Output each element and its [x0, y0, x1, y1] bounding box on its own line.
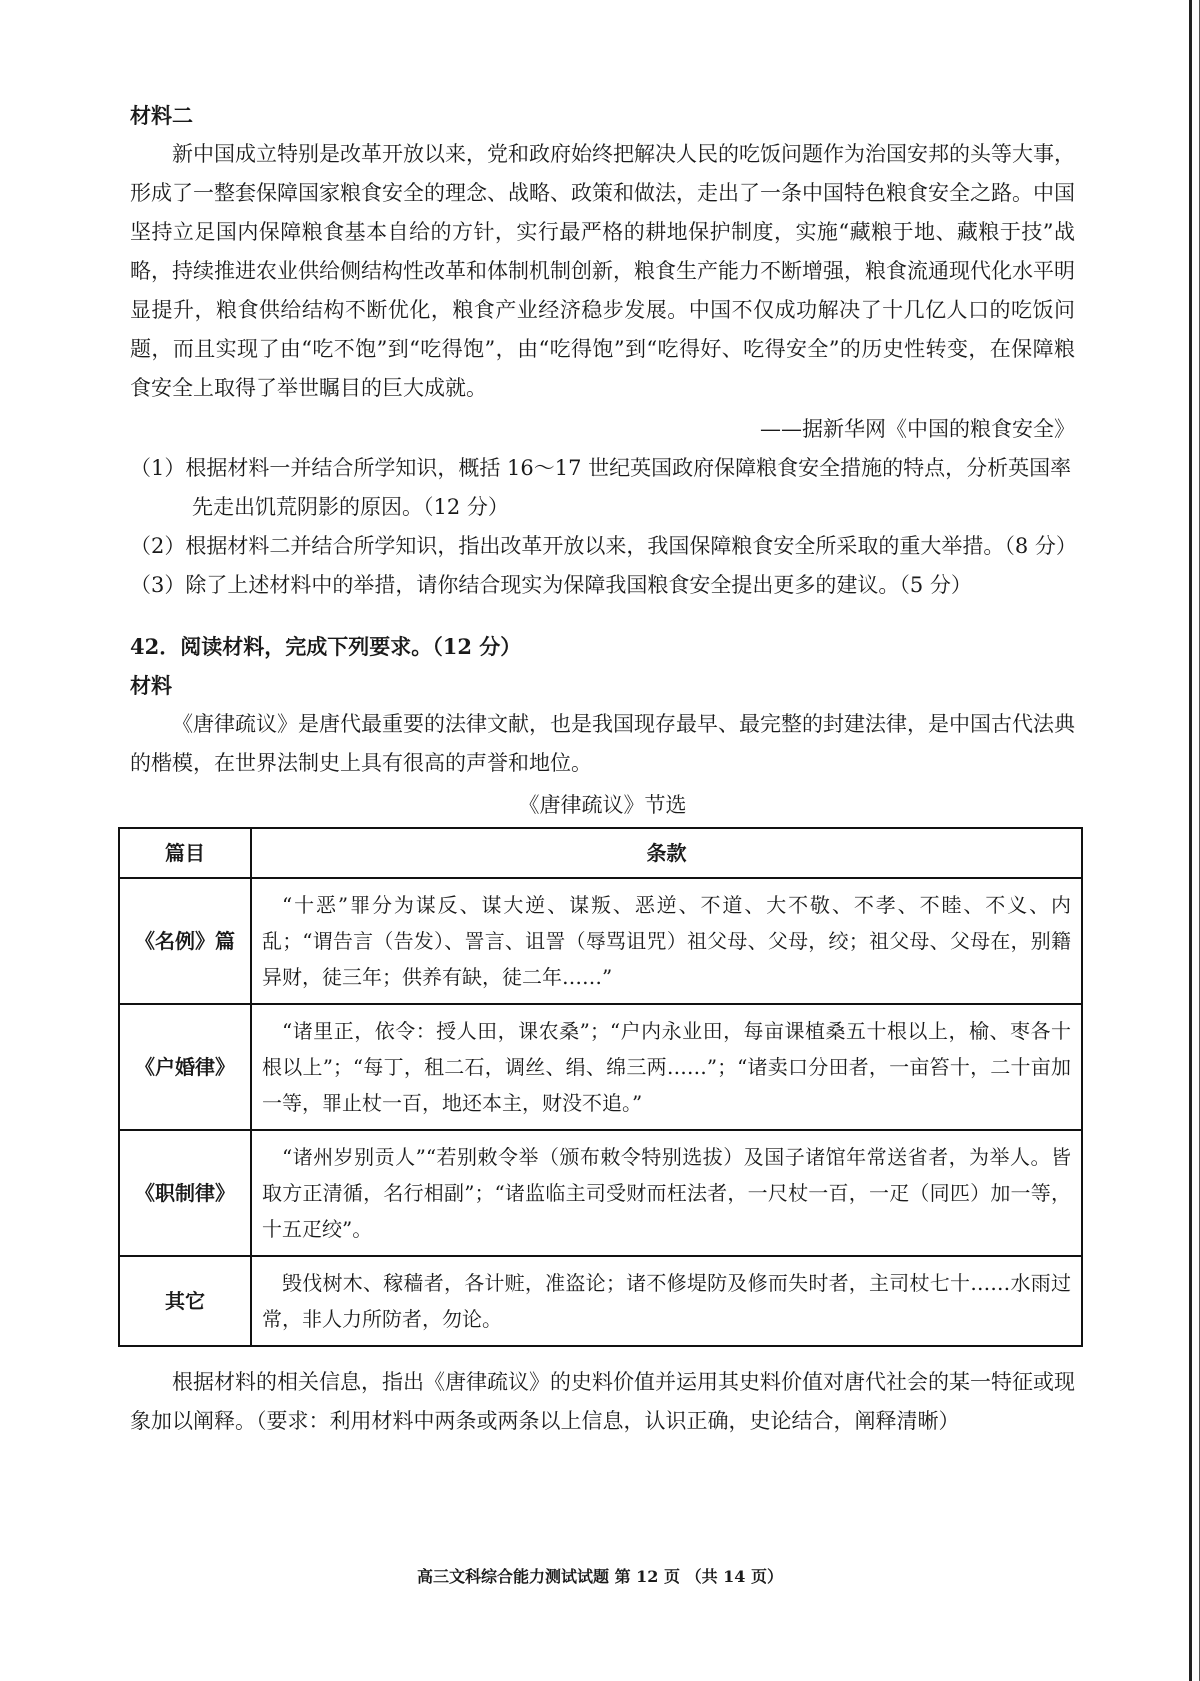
row-chapter: 《户婚律》	[119, 1004, 251, 1130]
question-41-1: （1）根据材料一并结合所学知识，概括 16～17 世纪英国政府保障粮食安全措施的特点，分析英国率先走出饥荒阴影的原因。（12 分）	[130, 456, 1072, 519]
table-title: 《唐律疏议》节选	[518, 793, 687, 817]
table-row	[119, 878, 1082, 1004]
row-clause: “诸里正，依令：授人田，课农桑”；“户内永业田，每亩课植桑五十根以上，榆、枣各十根以上”；“每丁，租二石，调丝、绢、绵三两……”；“诸卖口分田者，一亩笞十，二十亩加一等，罪止杖一百，地还本主，财没不追。”	[251, 1004, 1082, 1130]
tanglu-clauses-table	[118, 827, 1083, 1347]
page-footer: 高三文科综合能力测试试题 第 12 页 （共 14 页）	[417, 1567, 783, 1586]
row-clause: “诸州岁别贡人”“若别敕令举（颁布敕令特别选拔）及国子诸馆年常送省者，为举人。皆取方正清循，名行相副”；“诸监临主司受财而枉法者，一尺杖一百，一疋（同匹）加一等，十五疋绞”。	[251, 1130, 1082, 1256]
question-42-material-heading: 材料	[130, 673, 172, 698]
header-clause: 条款	[251, 828, 1082, 878]
table-row	[119, 1004, 1082, 1130]
material2-heading: 材料二	[130, 103, 193, 128]
row-clause: 毁伐树木、稼穑者，各计赃，准盗论；诸不修堤防及修而失时者，主司杖七十……水雨过常，非人力所防者，勿论。	[251, 1256, 1082, 1346]
page-edge-line	[1189, 0, 1192, 1681]
question-42-intro: 《唐律疏议》是唐代最重要的法律文献，也是我国现存最早、最完整的封建法律，是中国古代法典的楷模，在世界法制史上具有很高的声誉和地位。	[130, 712, 1075, 775]
question-41-3: （3）除了上述材料中的举措，请你结合现实为保障我国粮食安全提出更多的建议。（5 分）	[130, 573, 972, 597]
question-41-list	[130, 449, 1075, 605]
row-chapter: 其它	[119, 1256, 251, 1346]
material2-source: ——据新华网《中国的粮食安全》	[760, 417, 1075, 441]
question-41-2: （2）根据材料二并结合所学知识，指出改革开放以来，我国保障粮食安全所采取的重大举措。（8 分）	[130, 534, 1077, 558]
question-42-title: 42．阅读材料，完成下列要求。（12 分）	[130, 634, 522, 659]
row-clause: “十恶”罪分为谋反、谋大逆、谋叛、恶逆、不道、大不敬、不孝、不睦、不义、内乱；“谓告言（告发）、詈言、诅詈（辱骂诅咒）祖父母、父母，绞；祖父母、父母在，别籍异财，徒三年；供养有缺，徒二年……”	[251, 878, 1082, 1004]
material2-body: 新中国成立特别是改革开放以来，党和政府始终把解决人民的吃饭问题作为治国安邦的头等大事，形成了一整套保障国家粮食安全的理念、战略、政策和做法，走出了一条中国特色粮食安全之路。中国坚持立足国内保障粮食基本自给的方针，实行最严格的耕地保护制度，实施“藏粮于地、藏粮于技”战略，持续推进农业供给侧结构性改革和体制机制创新，粮食生产能力不断增强，粮食流通现代化水平明显提升，粮食供给结构不断优化，粮食产业经济稳步发展。中国不仅成功解决了十几亿人口的吃饭问题，而且实现了由“吃不饱”到“吃得饱”，由“吃得饱”到“吃得好、吃得安全”的历史性转变，在保障粮食安全上取得了举世瞩目的巨大成就。	[130, 142, 1075, 400]
table-row	[119, 1256, 1082, 1346]
row-chapter: 《职制律》	[119, 1130, 251, 1256]
table-row	[119, 1130, 1082, 1256]
row-chapter: 《名例》篇	[119, 878, 251, 1004]
question-42-task: 根据材料的相关信息，指出《唐律疏议》的史料价值并运用其史料价值对唐代社会的某一特征或现象加以阐释。（要求：利用材料中两条或两条以上信息，认识正确，史论结合，阐释清晰）	[130, 1370, 1075, 1433]
table-header-row	[119, 828, 1082, 878]
exam-page-content	[130, 96, 1075, 1441]
header-chapter: 篇目	[119, 828, 251, 878]
